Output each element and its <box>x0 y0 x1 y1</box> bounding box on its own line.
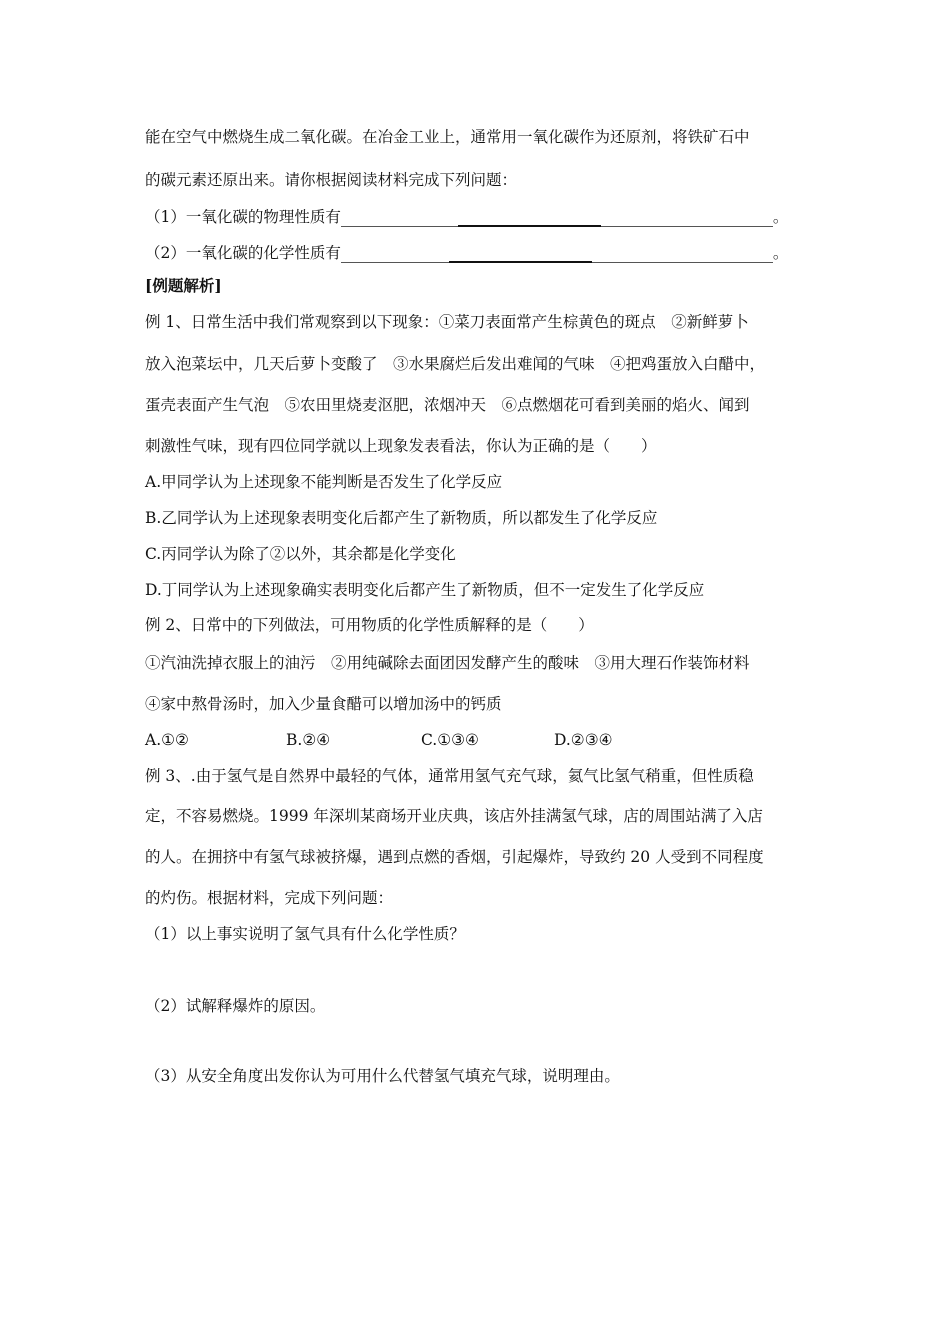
question-co-chemical <box>145 243 788 263</box>
ex2-line-3: ④家中熬骨汤时，加入少量食醋可以增加汤中的钙质 <box>145 695 502 713</box>
ex2-option-a: A.①② <box>145 731 189 749</box>
ex2-option-d: D.②③④ <box>554 731 613 749</box>
question-label: （1）一氧化碳的物理性质有 <box>145 208 341 226</box>
question-co-physical <box>145 207 788 227</box>
ex1-line-2: 放入泡菜坛中，几天后萝卜变酸了 ③水果腐烂后发出难闻的气味 ④把鸡蛋放入白醋中， <box>145 355 766 373</box>
ex3-line-2: 定，不容易燃烧。1999 年深圳某商场开业庆典，该店外挂满氢气球，店的周围站满了入店 <box>145 807 763 825</box>
ex3-line-1: 例 3、.由于氢气是自然界中最轻的气体，通常用氢气充气球，氦气比氢气稍重，但性质稳 <box>145 767 754 785</box>
ex1-option-b: B.乙同学认为上述现象表明变化后都产生了新物质，所以都发生了化学反应 <box>145 509 658 527</box>
ex2-option-b: B.②④ <box>286 731 331 749</box>
ex3-question-2: （2）试解释爆炸的原因。 <box>145 997 326 1015</box>
period: 。 <box>772 208 789 226</box>
ex3-question-3: （3）从安全角度出发你认为可用什么代替氢气填充气球，说明理由。 <box>145 1067 620 1085</box>
ex1-line-4: 刺激性气味，现有四位同学就以上现象发表看法，你认为正确的是（ ） <box>145 437 657 455</box>
intro-line-2: 的碳元素还原出来。请你根据阅读材料完成下列问题： <box>145 171 518 189</box>
ex1-option-a: A.甲同学认为上述现象不能判断是否发生了化学反应 <box>145 473 503 491</box>
period: 。 <box>772 244 789 262</box>
ex3-line-3: 的人。在拥挤中有氢气球被挤爆，遇到点燃的香烟，引起爆炸，导致约 20 人受到不同程度 <box>145 848 764 866</box>
ex3-line-4: 的灼伤。根据材料，完成下列问题： <box>145 889 394 907</box>
answer-blank[interactable] <box>341 247 773 263</box>
ex1-option-d: D.丁同学认为上述现象确实表明变化后都产生了新物质，但不一定发生了化学反应 <box>145 581 705 599</box>
ex2-option-c: C.①③④ <box>421 731 479 749</box>
ex2-line-1: 例 2、日常中的下列做法，可用物质的化学性质解释的是（ ） <box>145 616 594 634</box>
ex2-line-2: ①汽油洗掉衣服上的油污 ②用纯碱除去面团因发酵产生的酸味 ③用大理石作装饰材料 <box>145 654 750 672</box>
ex3-question-1: （1）以上事实说明了氢气具有什么化学性质？ <box>145 925 465 943</box>
question-label: （2）一氧化碳的化学性质有 <box>145 244 341 262</box>
answer-blank[interactable] <box>341 211 773 227</box>
ex1-option-c: C.丙同学认为除了②以外，其余都是化学变化 <box>145 545 456 563</box>
intro-line-1: 能在空气中燃烧生成二氧化碳。在冶金工业上，通常用一氧化碳作为还原剂，将铁矿石中 <box>145 128 750 146</box>
ex1-line-1: 例 1、日常生活中我们常观察到以下现象：①菜刀表面常产生棕黄色的斑点 ②新鲜萝卜 <box>145 313 749 331</box>
section-title: [例题解析] <box>145 276 222 295</box>
ex1-line-3: 蛋壳表面产生气泡 ⑤农田里烧麦沤肥，浓烟冲天 ⑥点燃烟花可看到美丽的焰火、闻到 <box>145 396 750 414</box>
